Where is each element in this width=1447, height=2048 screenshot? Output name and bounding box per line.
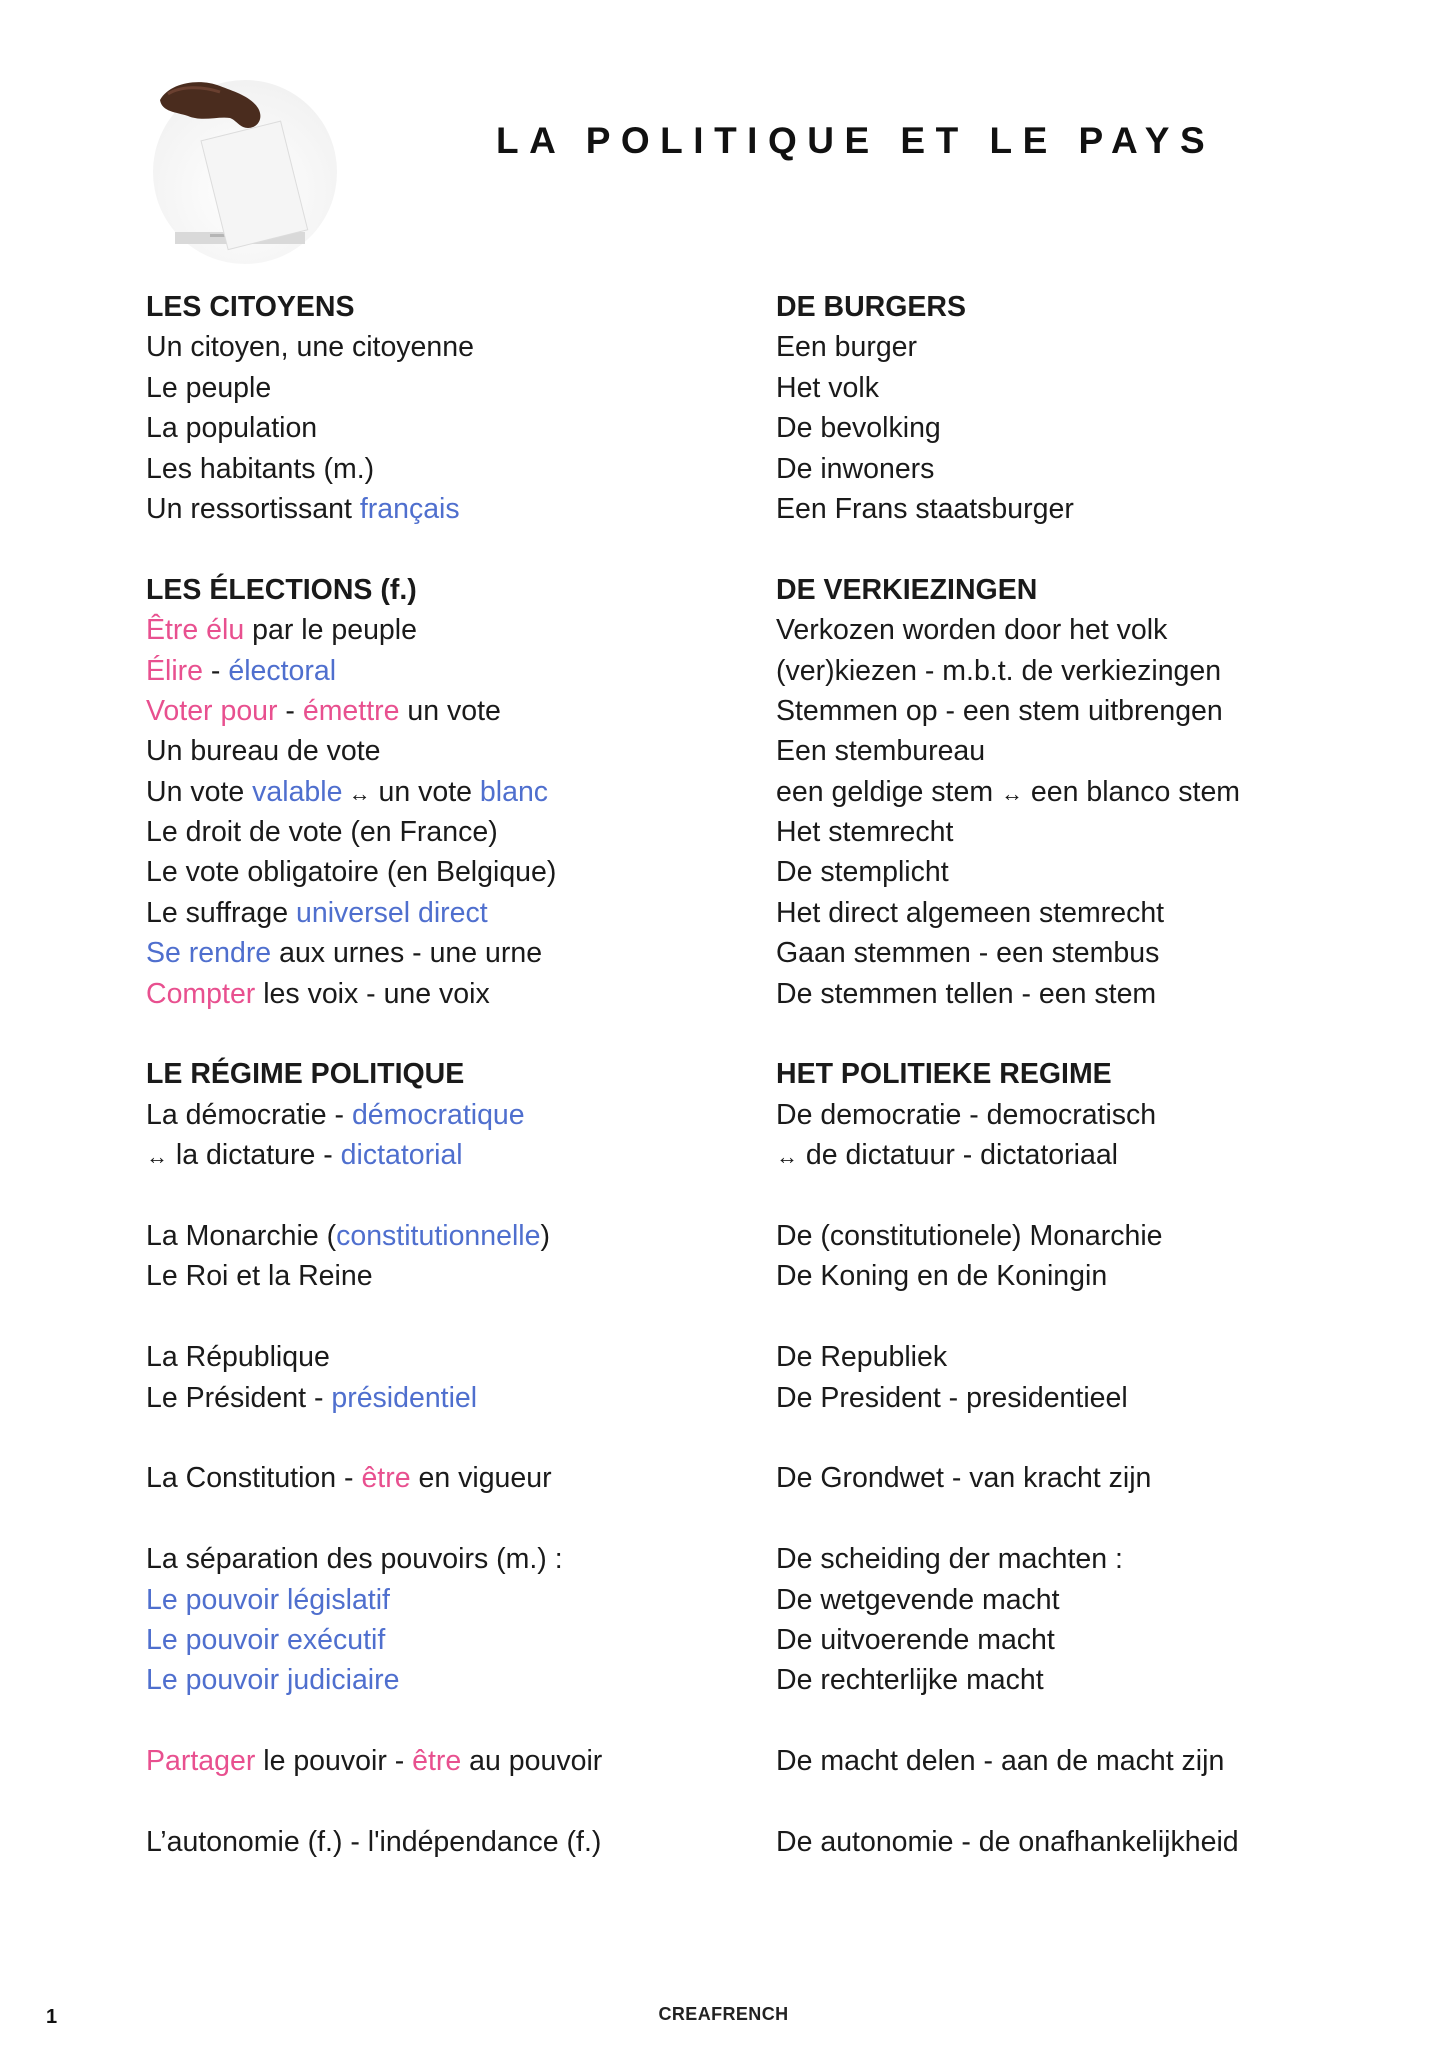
fr-text-segment: Voter pour <box>146 694 278 727</box>
nl-vocab-line <box>776 1256 1416 1296</box>
arrow-both-icon: ↔ <box>146 1144 168 1170</box>
fr-vocab-line <box>146 1458 746 1498</box>
nl-spacer <box>776 1014 1416 1054</box>
fr-text-segment: La séparation des pouvoirs (m.) : <box>146 1543 563 1576</box>
french-vocabulary-column <box>146 287 746 1862</box>
arrow-both-icon: ↔ <box>342 780 371 806</box>
fr-text-segment: Élire <box>146 654 204 687</box>
nl-spacer <box>776 529 1416 569</box>
nl-text-segment: De Republiek <box>776 1341 948 1374</box>
nl-text-segment: De President - presidentieel <box>776 1381 1128 1414</box>
arrow-both-icon: ↔ <box>1000 780 1023 806</box>
fr-vocab-line <box>146 1741 746 1781</box>
fr-spacer <box>146 1418 746 1458</box>
fr-text-segment: La Monarchie ( <box>146 1219 337 1252</box>
fr-text-segment: ) <box>540 1219 550 1252</box>
fr-vocab-line <box>146 852 746 892</box>
fr-vocab-line <box>146 489 746 529</box>
fr-text-segment: Le suffrage <box>146 896 297 929</box>
nl-spacer <box>776 1418 1416 1458</box>
fr-text-segment: être <box>361 1462 411 1495</box>
fr-vocab-line <box>146 1256 746 1296</box>
nl-text-segment: Verkozen worden door het volk <box>776 614 1168 647</box>
fr-vocab-line <box>146 1378 746 1418</box>
fr-text-segment: Le pouvoir <box>146 1583 288 1616</box>
nl-text-segment: De rechterlijke macht <box>776 1664 1044 1697</box>
fr-text-segment: La République <box>146 1341 330 1374</box>
fr-text-segment: La population <box>146 412 318 445</box>
fr-text-segment: Un bureau de vote <box>146 735 381 768</box>
fr-text-segment: législatif <box>287 1583 390 1616</box>
nl-vocab-line <box>776 1135 1416 1175</box>
fr-vocab-line <box>146 1539 746 1579</box>
fr-spacer <box>146 529 746 569</box>
fr-text-segment: L’autonomie (f.) - l'indépendance (f.) <box>146 1825 602 1858</box>
fr-spacer <box>146 1014 746 1054</box>
nl-vocab-line <box>776 812 1416 852</box>
fr-vocab-line <box>146 1095 746 1135</box>
nl-text-segment: Een Frans staatsburger <box>776 492 1074 525</box>
nl-spacer <box>776 1781 1416 1821</box>
fr-vocab-line <box>146 651 746 691</box>
nl-text-segment: Een burger <box>776 331 918 364</box>
nl-text-segment: Stemmen op - een stem uitbrengen <box>776 694 1223 727</box>
fr-spacer <box>146 1701 746 1741</box>
fr-text-segment: universel direct <box>296 896 488 929</box>
nl-text-segment: De wetgevende macht <box>776 1583 1060 1616</box>
nl-text-segment: DE VERKIEZINGEN <box>776 573 1038 606</box>
fr-vocab-line <box>146 731 746 771</box>
nl-vocab-line <box>776 1660 1416 1700</box>
fr-vocab-line <box>146 449 746 489</box>
fr-text-segment: le pouvoir - <box>255 1745 413 1778</box>
fr-vocab-line <box>146 1135 746 1175</box>
fr-spacer <box>146 1297 746 1337</box>
nl-text-segment: een blanco stem <box>1022 775 1241 808</box>
nl-section-heading <box>776 1054 1416 1094</box>
nl-text-segment: (ver)kiezen - m.b.t. de verkiezingen <box>776 654 1222 687</box>
fr-text-segment: dictatorial <box>340 1139 463 1172</box>
nl-text-segment: De autonomie - de onafhankelijkheid <box>776 1825 1239 1858</box>
nl-vocab-line <box>776 772 1416 812</box>
fr-vocab-line <box>146 1660 746 1700</box>
fr-text-segment: être <box>412 1745 462 1778</box>
fr-text-segment: Se rendre <box>146 937 272 970</box>
fr-spacer <box>146 1781 746 1821</box>
footer-brand: CREAFRENCH <box>658 2004 789 2024</box>
nl-text-segment: De scheiding der machten : <box>776 1543 1123 1576</box>
fr-vocab-line <box>146 610 746 650</box>
fr-text-segment: la dictature - <box>168 1139 341 1172</box>
nl-vocab-line <box>776 974 1416 1014</box>
fr-vocab-line <box>146 772 746 812</box>
fr-text-segment: Les habitants (m.) <box>146 452 375 485</box>
fr-text-segment: au pouvoir <box>461 1745 603 1778</box>
nl-text-segment: De bevolking <box>776 412 941 445</box>
fr-section-heading <box>146 287 746 327</box>
fr-text-segment: Le pouvoir <box>146 1623 288 1656</box>
nl-text-segment: Het direct algemeen stemrecht <box>776 896 1165 929</box>
fr-text-segment: constitutionnelle <box>336 1219 541 1252</box>
fr-text-segment: Le pouvoir <box>146 1664 288 1697</box>
fr-vocab-line <box>146 1337 746 1377</box>
fr-text-segment: blanc <box>479 775 549 808</box>
nl-spacer <box>776 1701 1416 1741</box>
fr-text-segment: Compter <box>146 977 256 1010</box>
fr-text-segment: les voix - une voix <box>255 977 490 1010</box>
nl-vocab-line <box>776 1822 1416 1862</box>
nl-vocab-line <box>776 1741 1416 1781</box>
nl-text-segment: Een stembureau <box>776 735 986 768</box>
fr-text-segment: La démocratie - <box>146 1098 352 1131</box>
nl-text-segment: een geldige stem <box>776 775 1001 808</box>
nl-vocab-line <box>776 489 1416 529</box>
fr-text-segment: émettre <box>302 694 400 727</box>
fr-text-segment: aux urnes - une urne <box>271 937 543 970</box>
nl-text-segment: De uitvoerende macht <box>776 1623 1055 1656</box>
fr-vocab-line <box>146 974 746 1014</box>
nl-text-segment: De (constitutionele) Monarchie <box>776 1219 1163 1252</box>
nl-vocab-line <box>776 368 1416 408</box>
fr-vocab-line <box>146 1620 746 1660</box>
fr-vocab-line <box>146 812 746 852</box>
ballot-hand-icon <box>140 72 340 272</box>
fr-vocab-line <box>146 327 746 367</box>
fr-text-segment: - <box>277 694 303 727</box>
fr-vocab-line <box>146 408 746 448</box>
fr-vocab-line <box>146 368 746 408</box>
fr-text-segment: Le droit de vote (en France) <box>146 816 498 849</box>
nl-text-segment: de dictatuur - dictatoriaal <box>798 1139 1118 1172</box>
fr-vocab-line <box>146 933 746 973</box>
fr-text-segment: par le peuple <box>244 614 417 647</box>
fr-text-segment: Le Roi et la Reine <box>146 1260 373 1293</box>
fr-text-segment: valable <box>252 775 343 808</box>
nl-text-segment: De inwoners <box>776 452 935 485</box>
nl-text-segment: DE BURGERS <box>776 291 967 323</box>
nl-section-heading <box>776 287 1416 327</box>
fr-vocab-line <box>146 1216 746 1256</box>
nl-text-segment: Het volk <box>776 371 879 404</box>
nl-vocab-line <box>776 651 1416 691</box>
fr-text-segment: Le peuple <box>146 371 272 404</box>
nl-vocab-line <box>776 449 1416 489</box>
fr-text-segment: en vigueur <box>410 1462 552 1495</box>
nl-spacer <box>776 1297 1416 1337</box>
nl-vocab-line <box>776 610 1416 650</box>
fr-text-segment: Un ressortissant <box>146 492 360 525</box>
nl-vocab-line <box>776 893 1416 933</box>
fr-text-segment: LES CITOYENS <box>146 291 355 323</box>
dutch-vocabulary-column <box>776 287 1416 1862</box>
nl-vocab-line <box>776 1337 1416 1377</box>
nl-vocab-line <box>776 852 1416 892</box>
nl-spacer <box>776 1176 1416 1216</box>
nl-vocab-line <box>776 1378 1416 1418</box>
fr-text-segment: Le Président - <box>146 1381 332 1414</box>
fr-text-segment: Un vote <box>146 775 253 808</box>
nl-text-segment: De democratie - democratisch <box>776 1098 1157 1131</box>
fr-text-segment: exécutif <box>287 1623 386 1656</box>
arrow-both-icon: ↔ <box>776 1144 798 1170</box>
nl-spacer <box>776 1499 1416 1539</box>
fr-section-heading <box>146 570 746 610</box>
fr-text-segment: LES ÉLECTIONS (f.) <box>146 573 417 606</box>
fr-text-segment: La Constitution - <box>146 1462 362 1495</box>
nl-text-segment: Het stemrecht <box>776 816 954 849</box>
nl-text-segment: De stemplicht <box>776 856 949 889</box>
page-title: LA POLITIQUE ET LE PAYS <box>496 120 1216 161</box>
fr-text-segment: électoral <box>228 654 337 687</box>
fr-text-segment: LE RÉGIME POLITIQUE <box>146 1058 465 1091</box>
fr-text-segment: Un citoyen, une citoyenne <box>146 331 474 364</box>
nl-text-segment: De Grondwet - van kracht zijn <box>776 1462 1152 1495</box>
nl-vocab-line <box>776 408 1416 448</box>
fr-text-segment: - <box>203 654 229 687</box>
nl-vocab-line <box>776 1095 1416 1135</box>
nl-text-segment: De stemmen tellen - een stem <box>776 977 1157 1010</box>
nl-vocab-line <box>776 1539 1416 1579</box>
fr-vocab-line <box>146 893 746 933</box>
nl-text-segment: Gaan stemmen - een stembus <box>776 937 1160 970</box>
fr-vocab-line <box>146 691 746 731</box>
nl-vocab-line <box>776 1620 1416 1660</box>
nl-section-heading <box>776 570 1416 610</box>
fr-text-segment: un vote <box>399 694 501 727</box>
fr-text-segment: Être élu <box>146 614 245 647</box>
fr-text-segment: Le vote obligatoire (en Belgique) <box>146 856 557 889</box>
fr-text-segment: démocratique <box>351 1098 525 1131</box>
nl-vocab-line <box>776 1458 1416 1498</box>
nl-text-segment: HET POLITIEKE REGIME <box>776 1058 1112 1091</box>
fr-section-heading <box>146 1054 746 1094</box>
page-number: 1 <box>46 2006 58 2028</box>
nl-vocab-line <box>776 1580 1416 1620</box>
fr-vocab-line <box>146 1822 746 1862</box>
fr-text-segment: judiciaire <box>287 1664 400 1697</box>
nl-vocab-line <box>776 933 1416 973</box>
fr-spacer <box>146 1176 746 1216</box>
nl-vocab-line <box>776 731 1416 771</box>
fr-vocab-line <box>146 1580 746 1620</box>
fr-text-segment: Partager <box>146 1745 256 1778</box>
fr-spacer <box>146 1499 746 1539</box>
nl-vocab-line <box>776 1216 1416 1256</box>
nl-text-segment: De Koning en de Koningin <box>776 1260 1108 1293</box>
nl-vocab-line <box>776 327 1416 367</box>
fr-text-segment: présidentiel <box>331 1381 478 1414</box>
fr-text-segment: français <box>359 492 460 525</box>
fr-text-segment: un vote <box>370 775 480 808</box>
nl-vocab-line <box>776 691 1416 731</box>
nl-text-segment: De macht delen - aan de macht zijn <box>776 1745 1225 1778</box>
